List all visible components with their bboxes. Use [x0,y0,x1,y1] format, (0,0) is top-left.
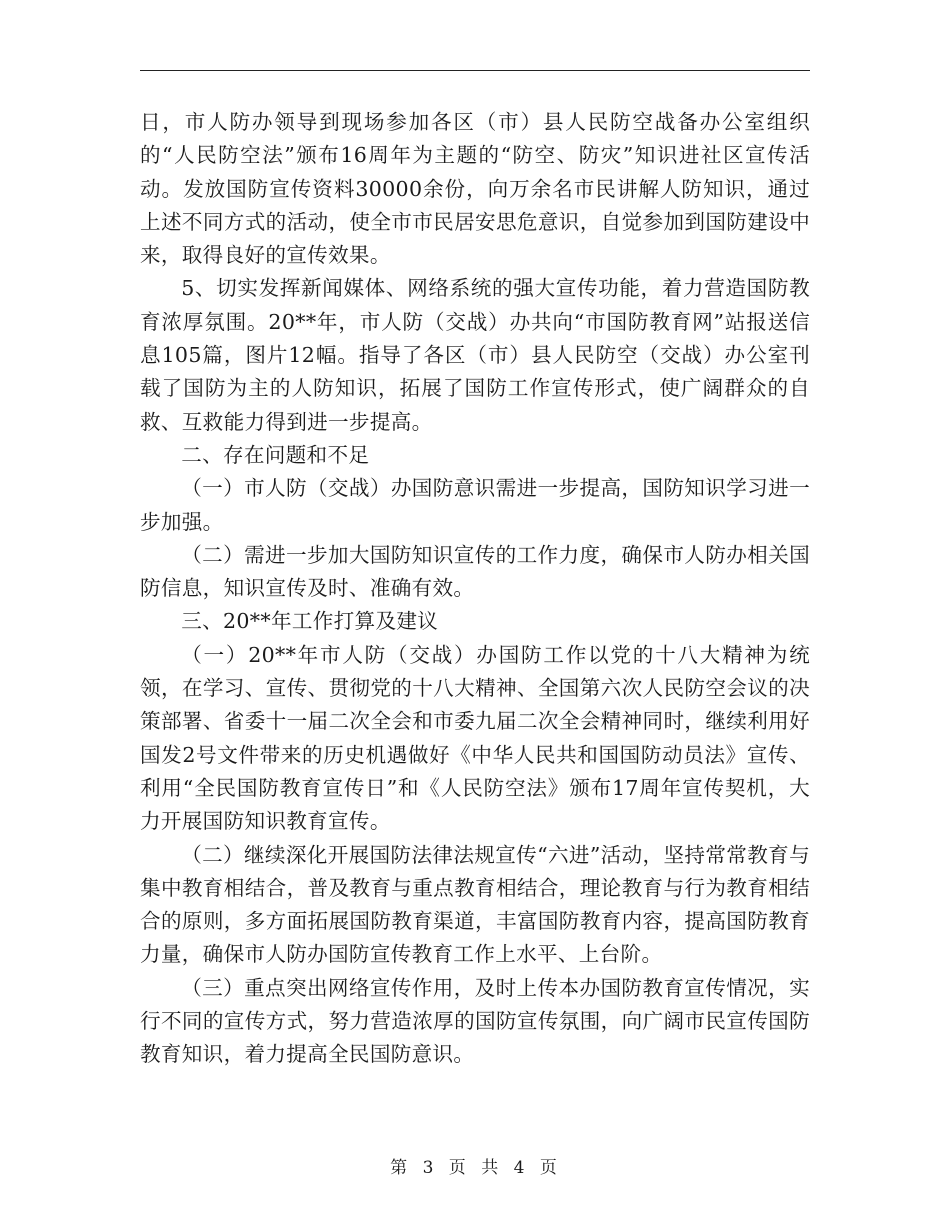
paragraph-item-5: 5、切实发挥新闻媒体、网络系统的强大宣传功能，着力营造国防教育浓厚氛围。20**年，市人防（交战）办共向“市国防教育网”站报送信息105篇，图片12幅。指导了各区（市）县人民防空（交战）办公室刊载了国防为主的人防知识，拓展了国防工作宣传形式，使广阔群众的自救、互救能力得到进一步提高。 [140,276,810,434]
section-heading-plans: 三、20**年工作打算及建议 [181,609,439,634]
paragraph-plan-2: （二）继续深化开展国防法律法规宣传“六进”活动，坚持常常教育与集中教育相结合，普及教育与重点教育相结合，理论教育与行为教育相结合的原则，多方面拓展国防教育渠道，丰富国防教育内容，提高国防教育力量，确保市人防办国防宣传教育工作上水平、上台阶。 [140,842,810,967]
page-number-footer: 第 3 页 共 4 页 [390,1158,560,1178]
paragraph-problem-1: （一）市人防（交战）办国防意识需进一步提高，国防知识学习进一步加强。 [140,476,810,534]
paragraph-continuation: 日，市人防办领导到现场参加各区（市）县人民防空战备办公室组织的“人民防空法”颁布16周年为主题的“防空、防灾”知识进社区宣传活动。发放国防宣传资料30000余份，向万余名市民讲解人防知识，通过上述不同方式的活动，使全市市民居安思危意识，自觉参加到国防建设中来，取得良好的宣传效果。 [140,110,810,268]
paragraph-problem-2: （二）需进一步加大国防知识宣传的工作力度，确保市人防办相关国防信息，知识宣传及时、准确有效。 [140,542,810,601]
header-rule [140,70,810,71]
paragraph-plan-1: （一）20**年市人防（交战）办国防工作以党的十八大精神为统领，在学习、宣传、贯彻党的十八大精神、全国第六次人民防空会议的决策部署、省委十一届二次全会和市委九届二次全会精神同时，继续利用好国发2号文件带来的历史机遇做好《中华人民共和国国防动员法》宣传、利用“全民国防教育宣传日”和《人民防空法》颁布17周年宣传契机，大力开展国防知识教育宣传。 [140,642,810,834]
document-body [140,106,810,1072]
paragraph-plan-3: （三）重点突出网络宣传作用，及时上传本办国防教育宣传情况，实行不同的宣传方式，努力营造浓厚的国防宣传氛围，向广阔市民宣传国防教育知识，着力提高全民国防意识。 [140,975,810,1067]
section-heading-problems: 二、存在问题和不足 [181,442,370,467]
